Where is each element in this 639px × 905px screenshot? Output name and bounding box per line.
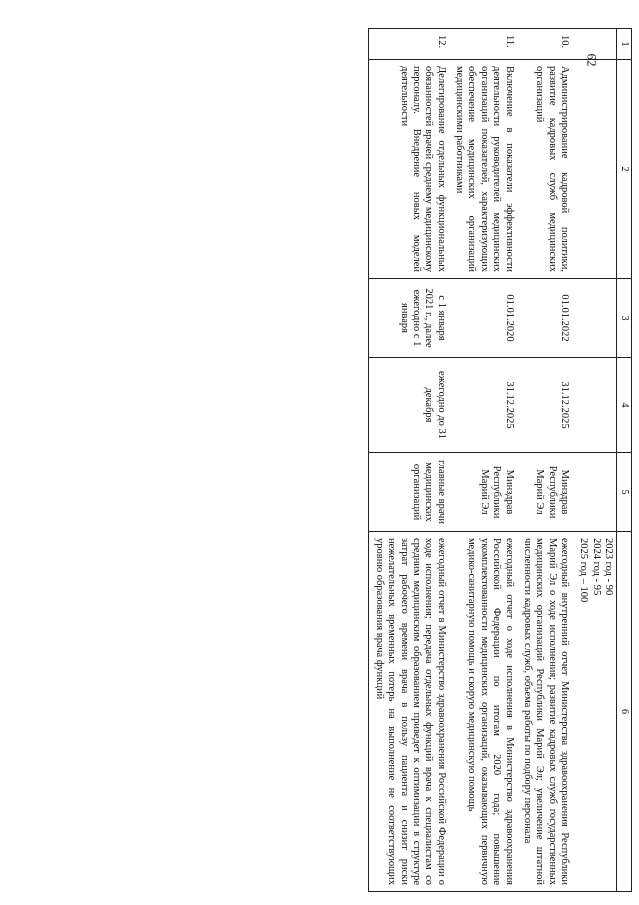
end-date: 31.12.2025 [450, 358, 518, 453]
column-header-2: 2 [617, 60, 632, 279]
column-header-4: 4 [617, 358, 632, 453]
start-date: с 1 января 2021 г., далее ежегодно с 1 января [369, 279, 450, 358]
responsible: Минздрав Республики Марий Эл [450, 453, 518, 532]
page-number: 62 [584, 53, 600, 67]
responsible: главные врачи медицинских организаций [369, 453, 450, 532]
end-date: 31.12.2025 [518, 358, 574, 453]
table-row [518, 29, 574, 892]
end-date: ежегодно до 31 декабря [369, 358, 450, 453]
row-number: 12. [369, 29, 450, 60]
continuation-row [573, 29, 617, 892]
measure-name: Делегирование отдельных функциональных обязанностей врачей среднему медицинскому персоналу. Внедрение новых моделей деятельности [369, 60, 450, 279]
row-number: 11. [450, 29, 518, 60]
measure-name: Администрирование кадровой политики, развитие кадровых служб медицинских организаций [518, 60, 574, 279]
continuation-line: 2023 год - 90 [603, 538, 615, 596]
column-header-1: 1 [617, 29, 632, 60]
column-header-3: 3 [617, 279, 632, 358]
continuation-line: 2024 год - 95 [590, 538, 602, 596]
table-row [450, 29, 518, 892]
expected-result: ежегодный отчет о ходе исполнения в Министерство здравоохранения Российской Федерации по итогам 2020 года; повышение укомплектованности медицинских организаций, оказывающих первичную медико-санитарную помощь и скорую медицинскую помощь [450, 532, 518, 892]
continuation-line: 2025 год – 100 [578, 538, 590, 603]
column-numbers-row [617, 29, 632, 892]
row-number: 10. [518, 29, 574, 60]
table-row [369, 29, 450, 892]
measure-name: Включение в показатели эффективности деятельности руководителей медицинских организаций показателей, характеризующих обеспечение медицинских организаций медицинскими работниками [450, 60, 518, 279]
column-header-6: 6 [617, 532, 632, 892]
continuation-values [573, 532, 617, 892]
expected-result: ежегодный внутренний отчет Министерства здравоохранения Республики Марий Эл о ходе исполнения; развитие кадровых служб государственных медицинских организаций Республики Марий Эл; увеличение штатной численности кадровых служб, объема работы по подбору персонала [518, 532, 574, 892]
responsible: Минздрав Республики Марий Эл [518, 453, 574, 532]
start-date: 01.01.2020 [450, 279, 518, 358]
column-header-5: 5 [617, 453, 632, 532]
expected-result: ежегодный отчет в Министерство здравоохранения Российской Федерации о ходе исполнения; передача отдельных функций врача к специалистам со средним медицинским образованием приведет к оптимизации в структуре затрат рабочего времени врача в пользу пациента и снизит риски нежелательных временных потерь на выполнение не соответствующих уровню образования врача функций [369, 532, 450, 892]
measures-table [368, 28, 632, 892]
start-date: 01.01.2022 [518, 279, 574, 358]
rotated-page [120, 18, 639, 898]
